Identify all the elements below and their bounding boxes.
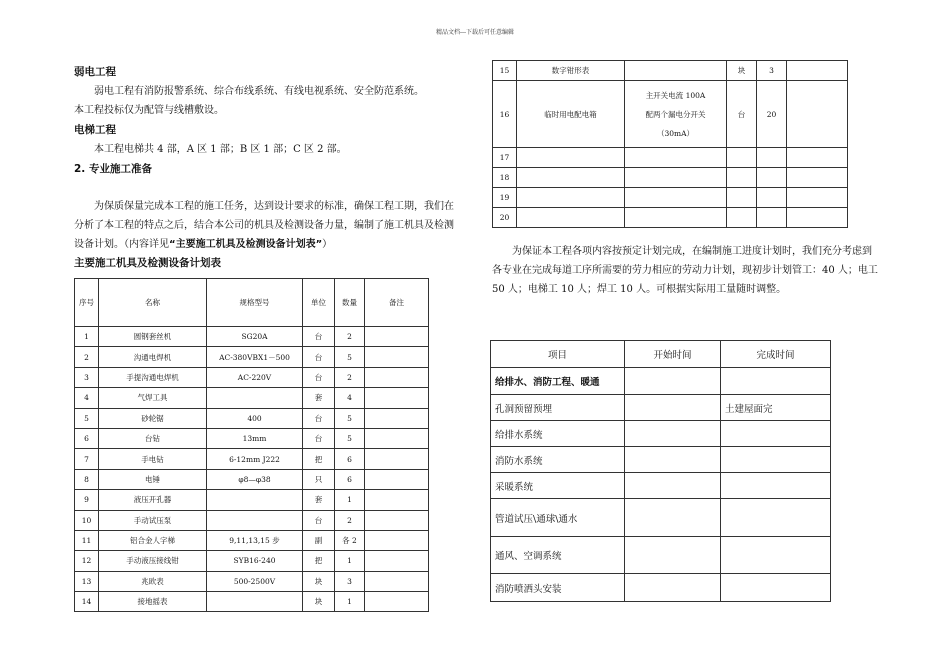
- table-cell: [727, 168, 757, 188]
- schedule-table: [490, 340, 831, 602]
- table-cell: [365, 428, 429, 448]
- table-cell: 台: [303, 428, 335, 448]
- table-row: [493, 168, 848, 188]
- table-cell: 14: [75, 592, 99, 612]
- schedule-cell-end: 土建屋面完: [721, 395, 831, 421]
- table-cell: [517, 168, 625, 188]
- table-row: [75, 592, 429, 612]
- table-cell: [727, 188, 757, 208]
- table-row: [75, 367, 429, 387]
- table-cell: AC-220V: [207, 367, 303, 387]
- page-header: 精品文档---下载后可任意编辑: [435, 29, 515, 36]
- table-cell: [207, 388, 303, 408]
- table-cell: 5: [335, 347, 365, 367]
- table-cell: [207, 592, 303, 612]
- table-cell: 20: [493, 208, 517, 228]
- table-cell: [365, 367, 429, 387]
- table-cell: 400: [207, 408, 303, 428]
- table-row: [493, 208, 848, 228]
- table-cell: 各 2: [335, 530, 365, 550]
- table-cell: [365, 592, 429, 612]
- table-cell: 5: [335, 428, 365, 448]
- schedule-cell-item: 消防喷洒头安装: [491, 574, 625, 602]
- paragraph-weak-current-1: 弱电工程有消防报警系统、综合布线系统、有线电视系统、安全防范系统。: [94, 86, 424, 97]
- table-cell: 19: [493, 188, 517, 208]
- table-row: [493, 61, 848, 81]
- table-cell: [787, 208, 848, 228]
- col-header-spec: 规格型号: [207, 279, 303, 327]
- table-cell: 主开关电流 100A 配两个漏电分开关 （30mA）: [625, 81, 727, 148]
- table-cell: 15: [493, 61, 517, 81]
- schedule-cell-item: 孔洞预留预埋: [491, 395, 625, 421]
- table-row: [491, 447, 831, 473]
- table-row: [75, 388, 429, 408]
- table-cell: 6: [75, 428, 99, 448]
- table-cell: 4: [335, 388, 365, 408]
- schedule-cell-start: [625, 421, 721, 447]
- table-cell: [365, 469, 429, 489]
- heading-preparation: 2. 专业施工准备: [74, 163, 152, 175]
- table-cell: 手提沟通电焊机: [99, 367, 207, 387]
- table-cell: 铝合金人字梯: [99, 530, 207, 550]
- col-header-unit: 单位: [303, 279, 335, 327]
- table-cell: 临时用电配电箱: [517, 81, 625, 148]
- schedule-cell-item: 管道试压\通球\通水: [491, 499, 625, 537]
- table-cell: [757, 208, 787, 228]
- paragraph-preparation-end: ）: [322, 239, 333, 250]
- table-cell: 500-2500V: [207, 571, 303, 591]
- table-row: [75, 327, 429, 347]
- table-cell: 3: [75, 367, 99, 387]
- table-cell: 块: [727, 61, 757, 81]
- table-cell: 台: [727, 81, 757, 148]
- table-cell: [625, 188, 727, 208]
- schedule-cell-item: 给排水系统: [491, 421, 625, 447]
- table-cell: [787, 148, 848, 168]
- table-cell: [787, 81, 848, 148]
- paragraph-elevator: 本工程电梯共 4 部，A 区 1 部；B 区 1 部；C 区 2 部。: [94, 144, 347, 155]
- paragraph-preparation-text: 为保质保量完成本工程的施工任务，达到设计要求的标准，确保工程工期，我们在分析了本工程的特点之后，结合本公司的机具及检测设备力量，编制了施工机具及检测设备计划。（内容详见: [74, 201, 454, 250]
- table-cell: 5: [75, 408, 99, 428]
- table-cell: [625, 208, 727, 228]
- schedule-cell-item: 通风、空调系统: [491, 537, 625, 574]
- paragraph-preparation: [74, 197, 460, 254]
- table-row: [75, 510, 429, 530]
- table-cell: 20: [757, 81, 787, 148]
- table-cell: 台: [303, 347, 335, 367]
- col-header-end: 完成时间: [721, 341, 831, 368]
- heading-elevator: 电梯工程: [74, 124, 116, 136]
- schedule-cell-end: [721, 499, 831, 537]
- schedule-cell-end: [721, 537, 831, 574]
- table-cell: 沟通电焊机: [99, 347, 207, 367]
- paragraph-preparation-ref: “主要施工机具及检测设备计划表”: [169, 239, 323, 250]
- table-cell: 1: [335, 592, 365, 612]
- table-cell: 手动液压接线钳: [99, 551, 207, 571]
- equipment-table: [74, 278, 429, 612]
- table-cell: 台: [303, 510, 335, 530]
- schedule-cell-end: [721, 473, 831, 499]
- table-row: [491, 368, 831, 395]
- table-cell: [365, 510, 429, 530]
- table-cell: [757, 188, 787, 208]
- table-cell: 手动试压泵: [99, 510, 207, 530]
- schedule-cell-start: [625, 473, 721, 499]
- table-cell: [365, 571, 429, 591]
- table-cell: 10: [75, 510, 99, 530]
- table-row: [493, 148, 848, 168]
- col-header-qty: 数量: [335, 279, 365, 327]
- table-cell: 电锤: [99, 469, 207, 489]
- schedule-cell-end: [721, 368, 831, 395]
- table-cell: 套: [303, 490, 335, 510]
- table-cell: 12: [75, 551, 99, 571]
- table-cell: 2: [335, 327, 365, 347]
- table-row: [75, 449, 429, 469]
- table-row: [75, 428, 429, 448]
- table-cell: 2: [335, 367, 365, 387]
- table-cell: 18: [493, 168, 517, 188]
- table-row: [75, 347, 429, 367]
- table-cell: 台钻: [99, 428, 207, 448]
- schedule-cell-start: [625, 537, 721, 574]
- table-cell: 套: [303, 388, 335, 408]
- schedule-cell-start: [625, 447, 721, 473]
- table-cell: 块: [303, 592, 335, 612]
- col-header-name: 名称: [99, 279, 207, 327]
- table-cell: [365, 388, 429, 408]
- schedule-cell-start: [625, 395, 721, 421]
- schedule-table-header: [491, 341, 831, 368]
- table-cell: [625, 148, 727, 168]
- left-column: [74, 62, 460, 272]
- heading-weak-current: 弱电工程: [74, 66, 116, 78]
- table-cell: [365, 551, 429, 571]
- table-cell: 圆钢套丝机: [99, 327, 207, 347]
- schedule-cell-end: [721, 447, 831, 473]
- table-row: [493, 188, 848, 208]
- table-cell: 台: [303, 367, 335, 387]
- table-cell: 1: [75, 327, 99, 347]
- table-cell: 台: [303, 327, 335, 347]
- equipment-table-continued: [492, 60, 848, 228]
- table-cell: 3: [757, 61, 787, 81]
- table-cell: [365, 449, 429, 469]
- table-cell: [727, 208, 757, 228]
- table-cell: [207, 510, 303, 530]
- table-cell: 副: [303, 530, 335, 550]
- table-cell: [365, 490, 429, 510]
- table-cell: [787, 61, 848, 81]
- schedule-cell-start: [625, 499, 721, 537]
- table-cell: 块: [303, 571, 335, 591]
- col-header-start: 开始时间: [625, 341, 721, 368]
- schedule-cell-start: [625, 574, 721, 602]
- table-cell: [365, 347, 429, 367]
- table-row: [75, 408, 429, 428]
- table-cell: [365, 408, 429, 428]
- table-cell: 兆欧表: [99, 571, 207, 591]
- table-cell: [757, 168, 787, 188]
- table-cell: 2: [335, 510, 365, 530]
- table-row: [491, 473, 831, 499]
- table-cell: 1: [335, 551, 365, 571]
- table-cell: 6: [335, 449, 365, 469]
- table-row: [75, 490, 429, 510]
- table-cell: SG20A: [207, 327, 303, 347]
- table-cell: 手电钻: [99, 449, 207, 469]
- table-row: [491, 537, 831, 574]
- table-cell: 把: [303, 449, 335, 469]
- table-cell: [517, 208, 625, 228]
- table-row: [491, 395, 831, 421]
- table-cell: 数字钳形表: [517, 61, 625, 81]
- table-cell: [365, 530, 429, 550]
- table-cell: 9: [75, 490, 99, 510]
- table-cell: [517, 188, 625, 208]
- schedule-cell-item: 给排水、消防工程、暖通: [491, 368, 625, 395]
- table-cell: [517, 148, 625, 168]
- table-cell: φ8—φ38: [207, 469, 303, 489]
- table-cell: 气焊工具: [99, 388, 207, 408]
- table-cell: 2: [75, 347, 99, 367]
- table-cell: 4: [75, 388, 99, 408]
- paragraph-labor-plan: 为保证本工程各项内容按预定计划完成，在编制施工进度计划时，我们充分考虑到各专业在完成每道工序所需要的劳力相应的劳动力计划，现初步计划管工：40 人；电工 50 人；电梯工 10 人；焊工 10 人。可根据实际用工量随时调整。: [492, 246, 878, 295]
- table-cell: 13: [75, 571, 99, 591]
- table-row: [491, 574, 831, 602]
- paragraph-weak-current-2: 本工程投标仅为配管与线槽敷设。: [74, 105, 224, 116]
- table-cell: 液压开孔器: [99, 490, 207, 510]
- table-cell: [727, 148, 757, 168]
- table-cell: 6-12mm J222: [207, 449, 303, 469]
- col-header-item: 项目: [491, 341, 625, 368]
- table-cell: [625, 61, 727, 81]
- right-column: [492, 242, 878, 299]
- schedule-cell-end: [721, 421, 831, 447]
- table-cell: 7: [75, 449, 99, 469]
- table-cell: 5: [335, 408, 365, 428]
- table-cell: 砂轮锯: [99, 408, 207, 428]
- col-header-note: 备注: [365, 279, 429, 327]
- table-cell: [207, 490, 303, 510]
- table-cell: AC-380VBX1－500: [207, 347, 303, 367]
- table-row: [491, 499, 831, 537]
- table-title: 主要施工机具及检测设备计划表: [74, 257, 221, 269]
- table-cell: 3: [335, 571, 365, 591]
- table-cell: [365, 327, 429, 347]
- table-row: [491, 421, 831, 447]
- table-cell: 6: [335, 469, 365, 489]
- table-cell: 把: [303, 551, 335, 571]
- table-row: [75, 469, 429, 489]
- table-cell: 接地摇表: [99, 592, 207, 612]
- table-cell: 只: [303, 469, 335, 489]
- table-row: [75, 530, 429, 550]
- schedule-cell-item: 采暖系统: [491, 473, 625, 499]
- table-cell: 13mm: [207, 428, 303, 448]
- table-cell: 台: [303, 408, 335, 428]
- table-cell: 1: [335, 490, 365, 510]
- table-row: [75, 571, 429, 591]
- table-row: [493, 81, 848, 148]
- equipment-table-header: [75, 279, 429, 327]
- table-cell: 11: [75, 530, 99, 550]
- col-header-no: 序号: [75, 279, 99, 327]
- table-cell: SYB16-240: [207, 551, 303, 571]
- table-cell: 17: [493, 148, 517, 168]
- table-cell: [625, 168, 727, 188]
- table-cell: 16: [493, 81, 517, 148]
- table-cell: 8: [75, 469, 99, 489]
- schedule-cell-start: [625, 368, 721, 395]
- schedule-cell-item: 消防水系统: [491, 447, 625, 473]
- schedule-cell-end: [721, 574, 831, 602]
- table-cell: [787, 168, 848, 188]
- table-cell: [787, 188, 848, 208]
- table-cell: 9,11,13,15 步: [207, 530, 303, 550]
- table-cell: [757, 148, 787, 168]
- table-row: [75, 551, 429, 571]
